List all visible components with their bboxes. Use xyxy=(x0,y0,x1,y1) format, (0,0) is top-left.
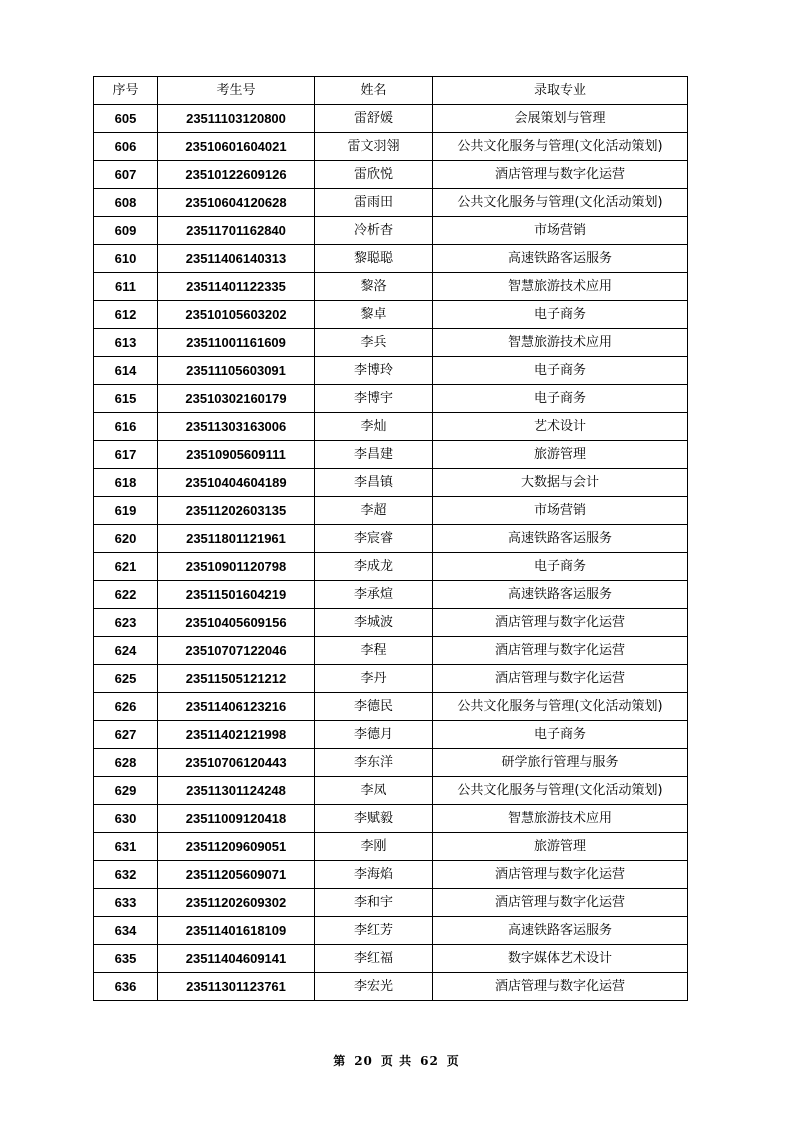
name-cell: 李宏光 xyxy=(315,973,433,1001)
serial-cell: 610 xyxy=(94,245,158,273)
exam-id-cell: 23511401618109 xyxy=(158,917,315,945)
major-cell: 公共文化服务与管理(文化活动策划) xyxy=(433,189,688,217)
exam-id-cell: 23510404604189 xyxy=(158,469,315,497)
name-cell: 李成龙 xyxy=(315,553,433,581)
serial-cell: 636 xyxy=(94,973,158,1001)
exam-id-cell: 23511404609141 xyxy=(158,945,315,973)
table-row xyxy=(94,413,688,441)
table-row xyxy=(94,721,688,749)
serial-cell: 609 xyxy=(94,217,158,245)
serial-cell: 606 xyxy=(94,133,158,161)
serial-cell: 621 xyxy=(94,553,158,581)
table-row xyxy=(94,161,688,189)
serial-cell: 622 xyxy=(94,581,158,609)
exam-id-cell: 23511701162840 xyxy=(158,217,315,245)
serial-cell: 626 xyxy=(94,693,158,721)
major-cell: 公共文化服务与管理(文化活动策划) xyxy=(433,777,688,805)
name-cell: 李昌建 xyxy=(315,441,433,469)
major-cell: 高速铁路客运服务 xyxy=(433,245,688,273)
table-row xyxy=(94,861,688,889)
exam-id-cell: 23510105603202 xyxy=(158,301,315,329)
exam-id-cell: 23510601604021 xyxy=(158,133,315,161)
exam-id-cell: 23511202603135 xyxy=(158,497,315,525)
footer-current-page: 20 xyxy=(354,1054,373,1068)
serial-cell: 632 xyxy=(94,861,158,889)
major-cell: 公共文化服务与管理(文化活动策划) xyxy=(433,693,688,721)
table-row xyxy=(94,385,688,413)
name-cell: 李宸睿 xyxy=(315,525,433,553)
table-header-row xyxy=(94,77,688,105)
serial-cell: 631 xyxy=(94,833,158,861)
header-exam-id: 考生号 xyxy=(158,77,315,105)
serial-cell: 633 xyxy=(94,889,158,917)
table-row xyxy=(94,833,688,861)
table-row xyxy=(94,189,688,217)
table-row xyxy=(94,441,688,469)
major-cell: 研学旅行管理与服务 xyxy=(433,749,688,777)
footer-prefix: 第 xyxy=(333,1054,347,1068)
major-cell: 酒店管理与数字化运营 xyxy=(433,609,688,637)
table-row xyxy=(94,945,688,973)
serial-cell: 627 xyxy=(94,721,158,749)
exam-id-cell: 23511103120800 xyxy=(158,105,315,133)
table-row xyxy=(94,497,688,525)
name-cell: 李博宇 xyxy=(315,385,433,413)
major-cell: 酒店管理与数字化运营 xyxy=(433,637,688,665)
name-cell: 李承煊 xyxy=(315,581,433,609)
major-cell: 电子商务 xyxy=(433,301,688,329)
major-cell: 酒店管理与数字化运营 xyxy=(433,861,688,889)
table-row xyxy=(94,273,688,301)
name-cell: 李程 xyxy=(315,637,433,665)
major-cell: 酒店管理与数字化运营 xyxy=(433,161,688,189)
name-cell: 李城波 xyxy=(315,609,433,637)
major-cell: 电子商务 xyxy=(433,721,688,749)
major-cell: 艺术设计 xyxy=(433,413,688,441)
table-row xyxy=(94,469,688,497)
exam-id-cell: 23511801121961 xyxy=(158,525,315,553)
serial-cell: 630 xyxy=(94,805,158,833)
table-row xyxy=(94,805,688,833)
exam-id-cell: 23510604120628 xyxy=(158,189,315,217)
name-cell: 李德月 xyxy=(315,721,433,749)
table-row xyxy=(94,525,688,553)
exam-id-cell: 23511406123216 xyxy=(158,693,315,721)
table-row xyxy=(94,105,688,133)
exam-id-cell: 23511105603091 xyxy=(158,357,315,385)
exam-id-cell: 23511402121998 xyxy=(158,721,315,749)
exam-id-cell: 23510905609111 xyxy=(158,441,315,469)
serial-cell: 620 xyxy=(94,525,158,553)
name-cell: 李红福 xyxy=(315,945,433,973)
footer-mid: 页 共 xyxy=(380,1054,413,1068)
serial-cell: 619 xyxy=(94,497,158,525)
name-cell: 李和宇 xyxy=(315,889,433,917)
major-cell: 智慧旅游技术应用 xyxy=(433,805,688,833)
major-cell: 会展策划与管理 xyxy=(433,105,688,133)
serial-cell: 614 xyxy=(94,357,158,385)
major-cell: 智慧旅游技术应用 xyxy=(433,273,688,301)
table-row xyxy=(94,777,688,805)
table-row xyxy=(94,637,688,665)
exam-id-cell: 23511303163006 xyxy=(158,413,315,441)
serial-cell: 616 xyxy=(94,413,158,441)
name-cell: 李赋毅 xyxy=(315,805,433,833)
major-cell: 高速铁路客运服务 xyxy=(433,525,688,553)
exam-id-cell: 23510302160179 xyxy=(158,385,315,413)
exam-id-cell: 23511209609051 xyxy=(158,833,315,861)
exam-id-cell: 23511301124248 xyxy=(158,777,315,805)
exam-id-cell: 23511406140313 xyxy=(158,245,315,273)
exam-id-cell: 23511001161609 xyxy=(158,329,315,357)
name-cell: 黎聪聪 xyxy=(315,245,433,273)
name-cell: 李东洋 xyxy=(315,749,433,777)
name-cell: 冷析杳 xyxy=(315,217,433,245)
exam-id-cell: 23511501604219 xyxy=(158,581,315,609)
serial-cell: 605 xyxy=(94,105,158,133)
serial-cell: 634 xyxy=(94,917,158,945)
exam-id-cell: 23510706120443 xyxy=(158,749,315,777)
major-cell: 公共文化服务与管理(文化活动策划) xyxy=(433,133,688,161)
exam-id-cell: 23511205609071 xyxy=(158,861,315,889)
major-cell: 酒店管理与数字化运营 xyxy=(433,973,688,1001)
exam-id-cell: 23511401122335 xyxy=(158,273,315,301)
major-cell: 旅游管理 xyxy=(433,441,688,469)
serial-cell: 628 xyxy=(94,749,158,777)
table-row xyxy=(94,665,688,693)
table-row xyxy=(94,609,688,637)
header-major: 录取专业 xyxy=(433,77,688,105)
table-body xyxy=(94,105,688,1001)
serial-cell: 612 xyxy=(94,301,158,329)
major-cell: 市场营销 xyxy=(433,217,688,245)
serial-cell: 629 xyxy=(94,777,158,805)
major-cell: 酒店管理与数字化运营 xyxy=(433,889,688,917)
name-cell: 雷舒媛 xyxy=(315,105,433,133)
table-row xyxy=(94,329,688,357)
table-row xyxy=(94,357,688,385)
serial-cell: 611 xyxy=(94,273,158,301)
table-row xyxy=(94,973,688,1001)
name-cell: 雷雨田 xyxy=(315,189,433,217)
name-cell: 李德民 xyxy=(315,693,433,721)
major-cell: 旅游管理 xyxy=(433,833,688,861)
major-cell: 电子商务 xyxy=(433,357,688,385)
table-row xyxy=(94,301,688,329)
table-row xyxy=(94,217,688,245)
serial-cell: 613 xyxy=(94,329,158,357)
major-cell: 电子商务 xyxy=(433,553,688,581)
serial-cell: 624 xyxy=(94,637,158,665)
footer-total-pages: 62 xyxy=(420,1054,439,1068)
table-row xyxy=(94,133,688,161)
table-row xyxy=(94,749,688,777)
name-cell: 李博玲 xyxy=(315,357,433,385)
name-cell: 雷欣悦 xyxy=(315,161,433,189)
page-footer xyxy=(0,1052,793,1069)
major-cell: 智慧旅游技术应用 xyxy=(433,329,688,357)
serial-cell: 618 xyxy=(94,469,158,497)
table-row xyxy=(94,553,688,581)
exam-id-cell: 23510707122046 xyxy=(158,637,315,665)
name-cell: 李刚 xyxy=(315,833,433,861)
table-row xyxy=(94,581,688,609)
name-cell: 黎洛 xyxy=(315,273,433,301)
name-cell: 李灿 xyxy=(315,413,433,441)
major-cell: 酒店管理与数字化运营 xyxy=(433,665,688,693)
serial-cell: 623 xyxy=(94,609,158,637)
name-cell: 黎卓 xyxy=(315,301,433,329)
name-cell: 李兵 xyxy=(315,329,433,357)
name-cell: 李丹 xyxy=(315,665,433,693)
exam-id-cell: 23511505121212 xyxy=(158,665,315,693)
serial-cell: 635 xyxy=(94,945,158,973)
major-cell: 数字媒体艺术设计 xyxy=(433,945,688,973)
admission-table xyxy=(93,76,688,1001)
footer-suffix: 页 xyxy=(446,1054,460,1068)
exam-id-cell: 23511202609302 xyxy=(158,889,315,917)
name-cell: 李超 xyxy=(315,497,433,525)
header-name: 姓名 xyxy=(315,77,433,105)
table-row xyxy=(94,245,688,273)
exam-id-cell: 23510901120798 xyxy=(158,553,315,581)
table-row xyxy=(94,693,688,721)
serial-cell: 615 xyxy=(94,385,158,413)
major-cell: 高速铁路客运服务 xyxy=(433,581,688,609)
major-cell: 市场营销 xyxy=(433,497,688,525)
serial-cell: 625 xyxy=(94,665,158,693)
header-serial: 序号 xyxy=(94,77,158,105)
name-cell: 雷文羽翎 xyxy=(315,133,433,161)
name-cell: 李昌镇 xyxy=(315,469,433,497)
exam-id-cell: 23511009120418 xyxy=(158,805,315,833)
name-cell: 李凤 xyxy=(315,777,433,805)
exam-id-cell: 23510122609126 xyxy=(158,161,315,189)
table-row xyxy=(94,917,688,945)
name-cell: 李海焰 xyxy=(315,861,433,889)
table-row xyxy=(94,889,688,917)
serial-cell: 607 xyxy=(94,161,158,189)
serial-cell: 608 xyxy=(94,189,158,217)
exam-id-cell: 23511301123761 xyxy=(158,973,315,1001)
name-cell: 李红芳 xyxy=(315,917,433,945)
major-cell: 高速铁路客运服务 xyxy=(433,917,688,945)
major-cell: 大数据与会计 xyxy=(433,469,688,497)
exam-id-cell: 23510405609156 xyxy=(158,609,315,637)
major-cell: 电子商务 xyxy=(433,385,688,413)
serial-cell: 617 xyxy=(94,441,158,469)
